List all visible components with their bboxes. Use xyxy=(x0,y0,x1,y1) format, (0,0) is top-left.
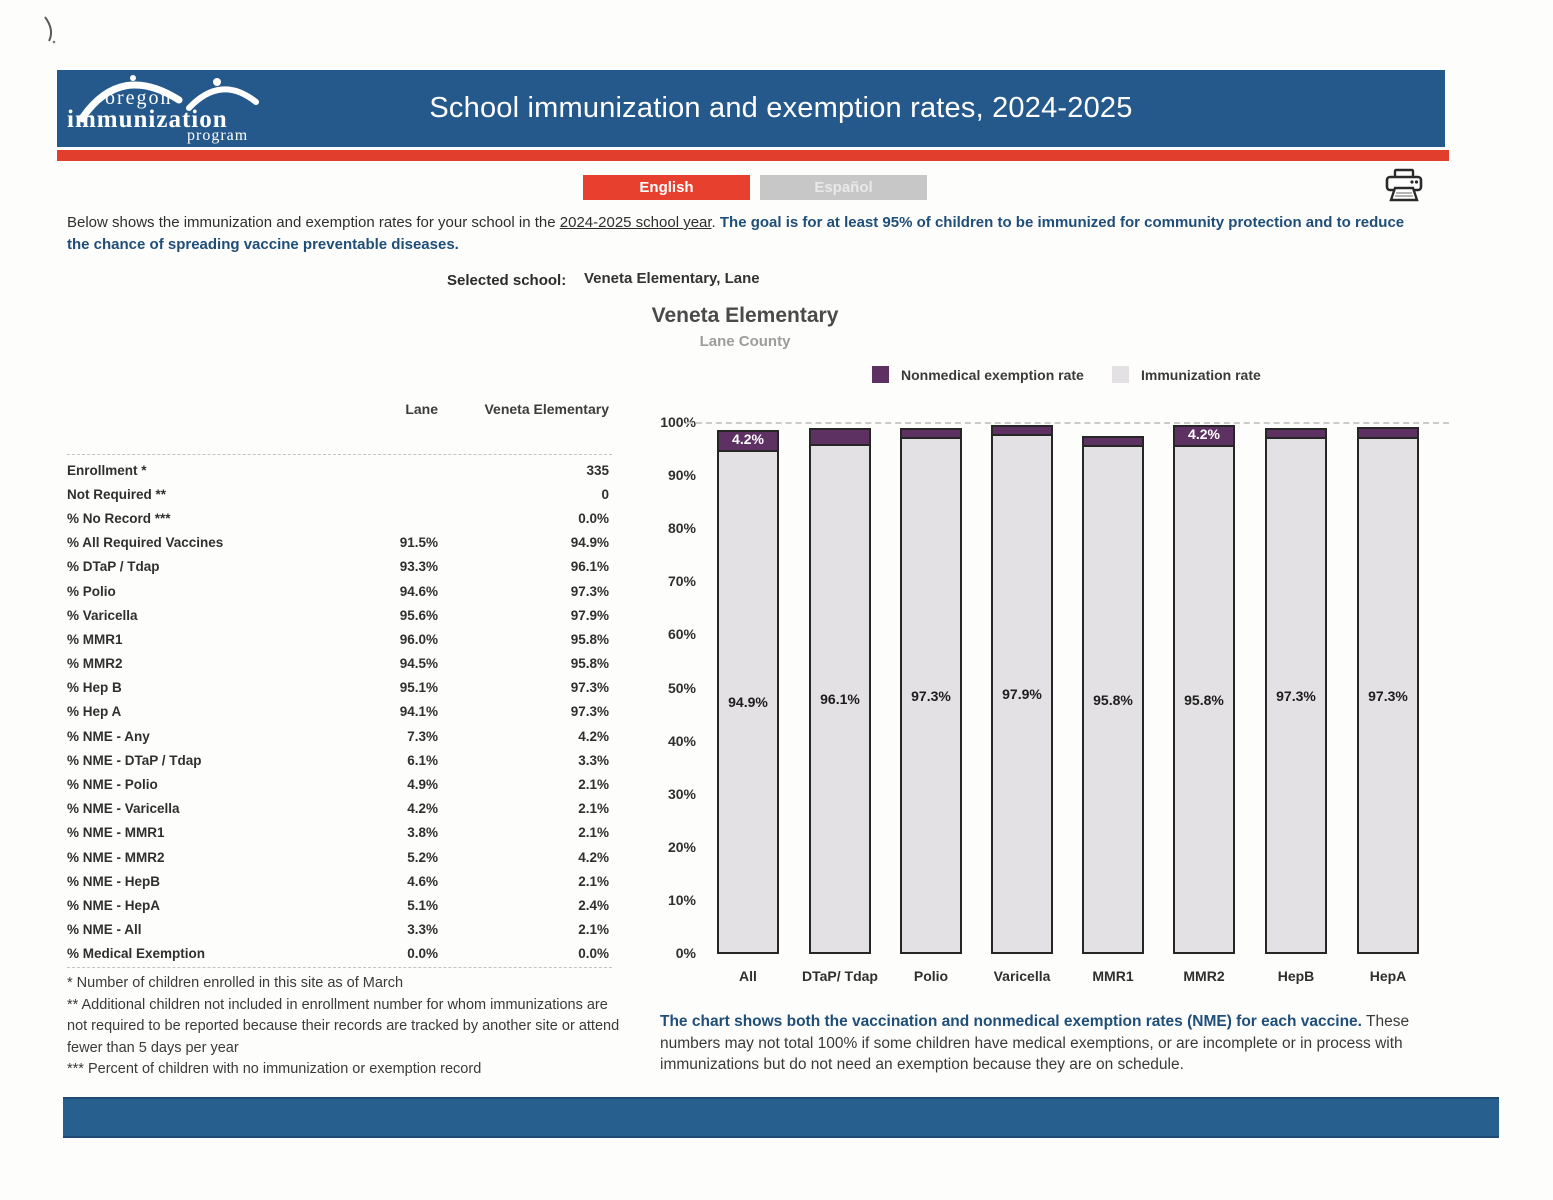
printer-icon xyxy=(1383,168,1425,204)
table-row: Enrollment * 335 xyxy=(67,462,609,478)
table-row: % NME - All 3.3% 2.1% xyxy=(67,922,609,938)
goal-statement: The goal is for at least 95% of children to be immunized for community protection and to reduce the chance of spreading vaccine preventable diseases. xyxy=(67,214,1405,253)
x-axis-label: MMR2 xyxy=(1183,968,1225,984)
table-row: % No Record *** 0.0% xyxy=(67,510,609,526)
legend-label: Immunization rate xyxy=(1141,366,1261,383)
y-axis-tick: 10% xyxy=(667,891,696,908)
page-title: School immunization and exemption rates, 2024-2025 xyxy=(429,91,1133,124)
y-axis-tick: 80% xyxy=(667,520,696,537)
y-axis-tick: 60% xyxy=(667,626,696,643)
nme-legend-swatch-icon xyxy=(872,366,889,383)
legend-label: Nonmedical exemption rate xyxy=(901,366,1084,383)
logo-text-program: program xyxy=(187,127,249,144)
footnotes xyxy=(67,973,623,1081)
intro-paragraph: Below shows the immunization and exemption rates for your school in the 2024-2025 school year. The goal is for at least 95% of children to be immunized for community protection and to reduce the chance of spreading vaccine preventable diseases. xyxy=(67,214,1405,253)
bar-value-label: 97.3% xyxy=(1276,687,1316,704)
print-button[interactable] xyxy=(1383,168,1425,204)
table-row: % NME - DTaP / Tdap 6.1% 3.3% xyxy=(67,752,609,768)
column-header-lane: Lane xyxy=(405,401,438,417)
y-axis-tick: 20% xyxy=(667,838,696,855)
y-axis-tick: 90% xyxy=(667,467,696,484)
chart-note-rest: These numbers may not total 100% if some children have medical exemptions, or are incomplete or in process with immunizations but do not need an exemption because they are on schedule. xyxy=(660,1013,1410,1073)
x-axis-label: MMR1 xyxy=(1092,968,1134,984)
y-axis-tick: 40% xyxy=(667,732,696,749)
gridline-100pct xyxy=(686,422,1449,424)
column-header-school: Veneta Elementary xyxy=(484,401,609,417)
chart-subtitle: Lane County xyxy=(699,333,791,350)
y-axis-tick: 0% xyxy=(675,945,696,961)
intro-text: Below shows the immunization and exemption rates for your school in the xyxy=(67,214,560,231)
table-row: % NME - Varicella 4.2% 2.1% xyxy=(67,801,609,817)
table-top-rule xyxy=(67,454,612,455)
table-row: % Medical Exemption 0.0% 0.0% xyxy=(67,946,609,962)
footer-bar xyxy=(63,1097,1499,1138)
table-row: % NME - Any 7.3% 4.2% xyxy=(67,728,609,744)
selected-school-value[interactable]: Veneta Elementary, Lane xyxy=(584,270,760,287)
red-accent-stripe xyxy=(57,150,1449,161)
bar-value-label: 97.3% xyxy=(911,687,951,704)
bar-all[interactable] xyxy=(717,430,779,954)
table-row: % MMR2 94.5% 95.8% xyxy=(67,656,609,672)
english-button[interactable]: English xyxy=(583,175,750,200)
table-row: Not Required ** 0 xyxy=(67,486,609,502)
school-year-underlined: 2024-2025 school year xyxy=(559,214,712,231)
x-axis-label: DTaP/ Tdap xyxy=(802,968,878,984)
table-row: % NME - Polio 4.9% 2.1% xyxy=(67,777,609,793)
bar-value-label: 94.9% xyxy=(728,694,768,711)
legend-item-nme xyxy=(872,366,1084,383)
x-axis-label: All xyxy=(739,968,757,984)
table-row: % NME - HepB 4.6% 2.1% xyxy=(67,873,609,889)
table-row: % NME - MMR1 3.8% 2.1% xyxy=(67,825,609,841)
legend-item-immunization xyxy=(1112,366,1261,383)
immunization-legend-swatch-icon xyxy=(1112,366,1129,383)
table-row: % Hep A 94.1% 97.3% xyxy=(67,704,609,720)
table-row: % NME - MMR2 5.2% 4.2% xyxy=(67,849,609,865)
nme-value-label: 4.2% xyxy=(1188,426,1220,443)
footnote-enrollment: * Number of children enrolled in this site as of March xyxy=(67,975,404,991)
logo-text-immunization: immunization xyxy=(67,106,228,133)
y-axis-tick: 30% xyxy=(667,785,696,802)
bar-mmr2[interactable] xyxy=(1173,425,1235,954)
table-header-row xyxy=(67,401,609,417)
x-axis-label: Varicella xyxy=(993,968,1051,984)
x-axis-label: HepB xyxy=(1277,968,1315,984)
bar-value-label: 96.1% xyxy=(820,690,860,707)
logo-text-oregon: oregon xyxy=(105,87,173,109)
chart-note-lead: The chart shows both the vaccination and nonmedical exemption rates (NME) for each vaccine. xyxy=(660,1013,1362,1030)
immunization-bar-chart xyxy=(700,423,1445,984)
pen-mark xyxy=(40,14,64,46)
y-axis-tick: 70% xyxy=(667,573,696,590)
selected-school-label: Selected school: xyxy=(447,272,567,289)
footnote-no-record: *** Percent of children with no immunization or exemption record xyxy=(67,1061,482,1077)
chart-title: Veneta Elementary xyxy=(651,304,839,327)
table-row: % DTaP / Tdap 93.3% 96.1% xyxy=(67,559,609,575)
bar-value-label: 97.9% xyxy=(1002,686,1042,703)
bar-value-label: 95.8% xyxy=(1184,691,1224,708)
bar-value-label: 95.8% xyxy=(1093,691,1133,708)
espanol-button[interactable]: Español xyxy=(760,175,927,200)
header-banner xyxy=(57,70,1445,147)
table-row: % All Required Vaccines 91.5% 94.9% xyxy=(67,535,609,551)
x-axis-label: HepA xyxy=(1369,968,1407,984)
table-row: % Polio 94.6% 97.3% xyxy=(67,583,609,599)
y-axis-tick: 50% xyxy=(667,679,696,696)
chart-y-axis xyxy=(636,414,696,961)
x-axis-label: Polio xyxy=(913,968,949,984)
y-axis-tick: 100% xyxy=(660,414,696,430)
table-bottom-rule xyxy=(67,967,612,968)
chart-note xyxy=(660,1011,1440,1076)
table-row: % Hep B 95.1% 97.3% xyxy=(67,680,609,696)
table-row: % NME - HepA 5.1% 2.4% xyxy=(67,897,609,913)
bar-value-label: 97.3% xyxy=(1368,687,1408,704)
nme-value-label: 4.2% xyxy=(732,430,764,447)
table-row: % Varicella 95.6% 97.9% xyxy=(67,607,609,623)
table-row: % MMR1 96.0% 95.8% xyxy=(67,631,609,647)
footnote-not-required: ** Additional children not included in enrollment number for whom immunizations are not required to be reported because their records are tracked by another site or attend fewer than 5 days per year xyxy=(67,996,620,1056)
stats-table xyxy=(67,458,609,966)
